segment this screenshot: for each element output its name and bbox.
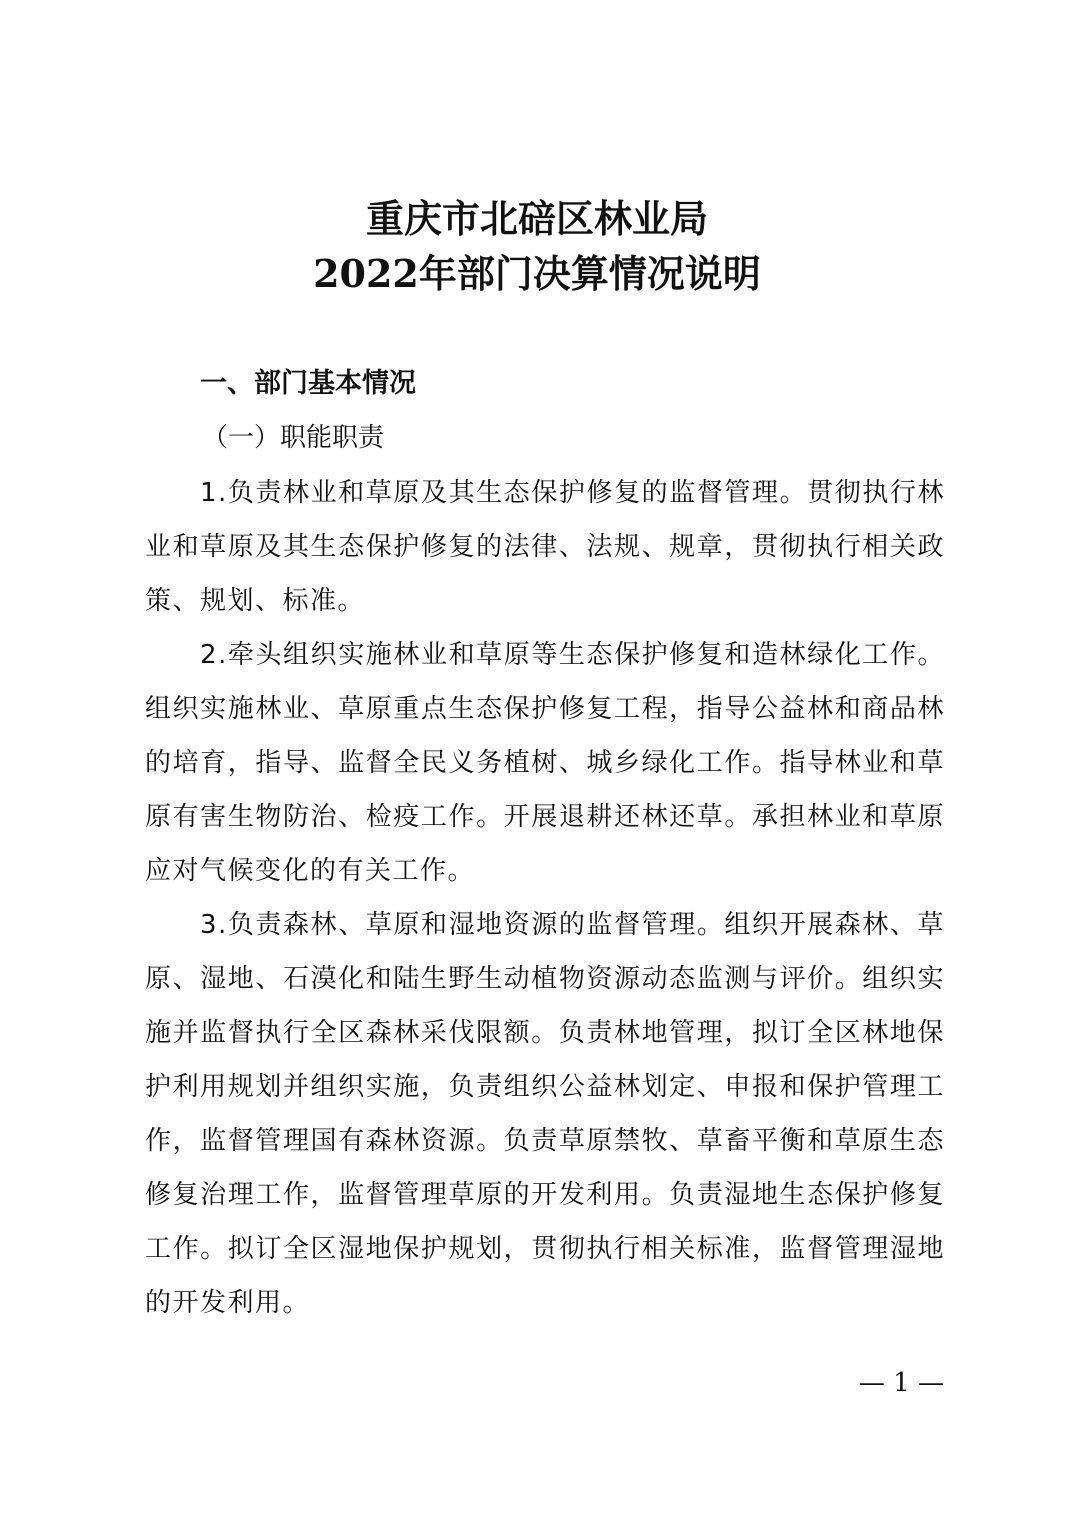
page-number: — 1 — [858, 1368, 944, 1398]
section-heading: 一、部门基本情况 [200, 368, 416, 399]
document-title-line-1: 重庆市北碚区林业局 [365, 196, 708, 241]
paragraph-2: 2.牵头组织实施林业和草原等生态保护修复和造林绿化工作。组织实施林业、草原重点生态保护修复工程，指导公益林和商品林的培育，指导、监督全民义务植树、城乡绿化工作。指导林业和草原有害生物防治、检疫工作。开展退耕还林还草。承担林业和草原应对气候变化的有关工作。 [145, 640, 945, 886]
paragraph-3: 3.负责森林、草原和湿地资源的监督管理。组织开展森林、草原、湿地、石漠化和陆生野生动植物资源动态监测与评价。组织实施并监督执行全区森林采伐限额。负责林地管理，拟订全区林地保护利用规划并组织实施，负责组织公益林划定、申报和保护管理工作，监督管理国有森林资源。负责草原禁牧、草畜平衡和草原生态修复治理工作，监督管理草原的开发利用。负责湿地生态保护修复工作。拟订全区湿地保护规划，贯彻执行相关标准，监督管理湿地的开发利用。 [145, 910, 945, 1318]
body-text [145, 466, 945, 1330]
paragraph-1: 1.负责林业和草原及其生态保护修复的监督管理。贯彻执行林业和草原及其生态保护修复的法律、法规、规章，贯彻执行相关政策、规划、标准。 [145, 478, 945, 616]
document-title-line-2: 2022年部门决算情况说明 [313, 251, 761, 296]
subsection-heading: （一）职能职责 [202, 423, 385, 453]
